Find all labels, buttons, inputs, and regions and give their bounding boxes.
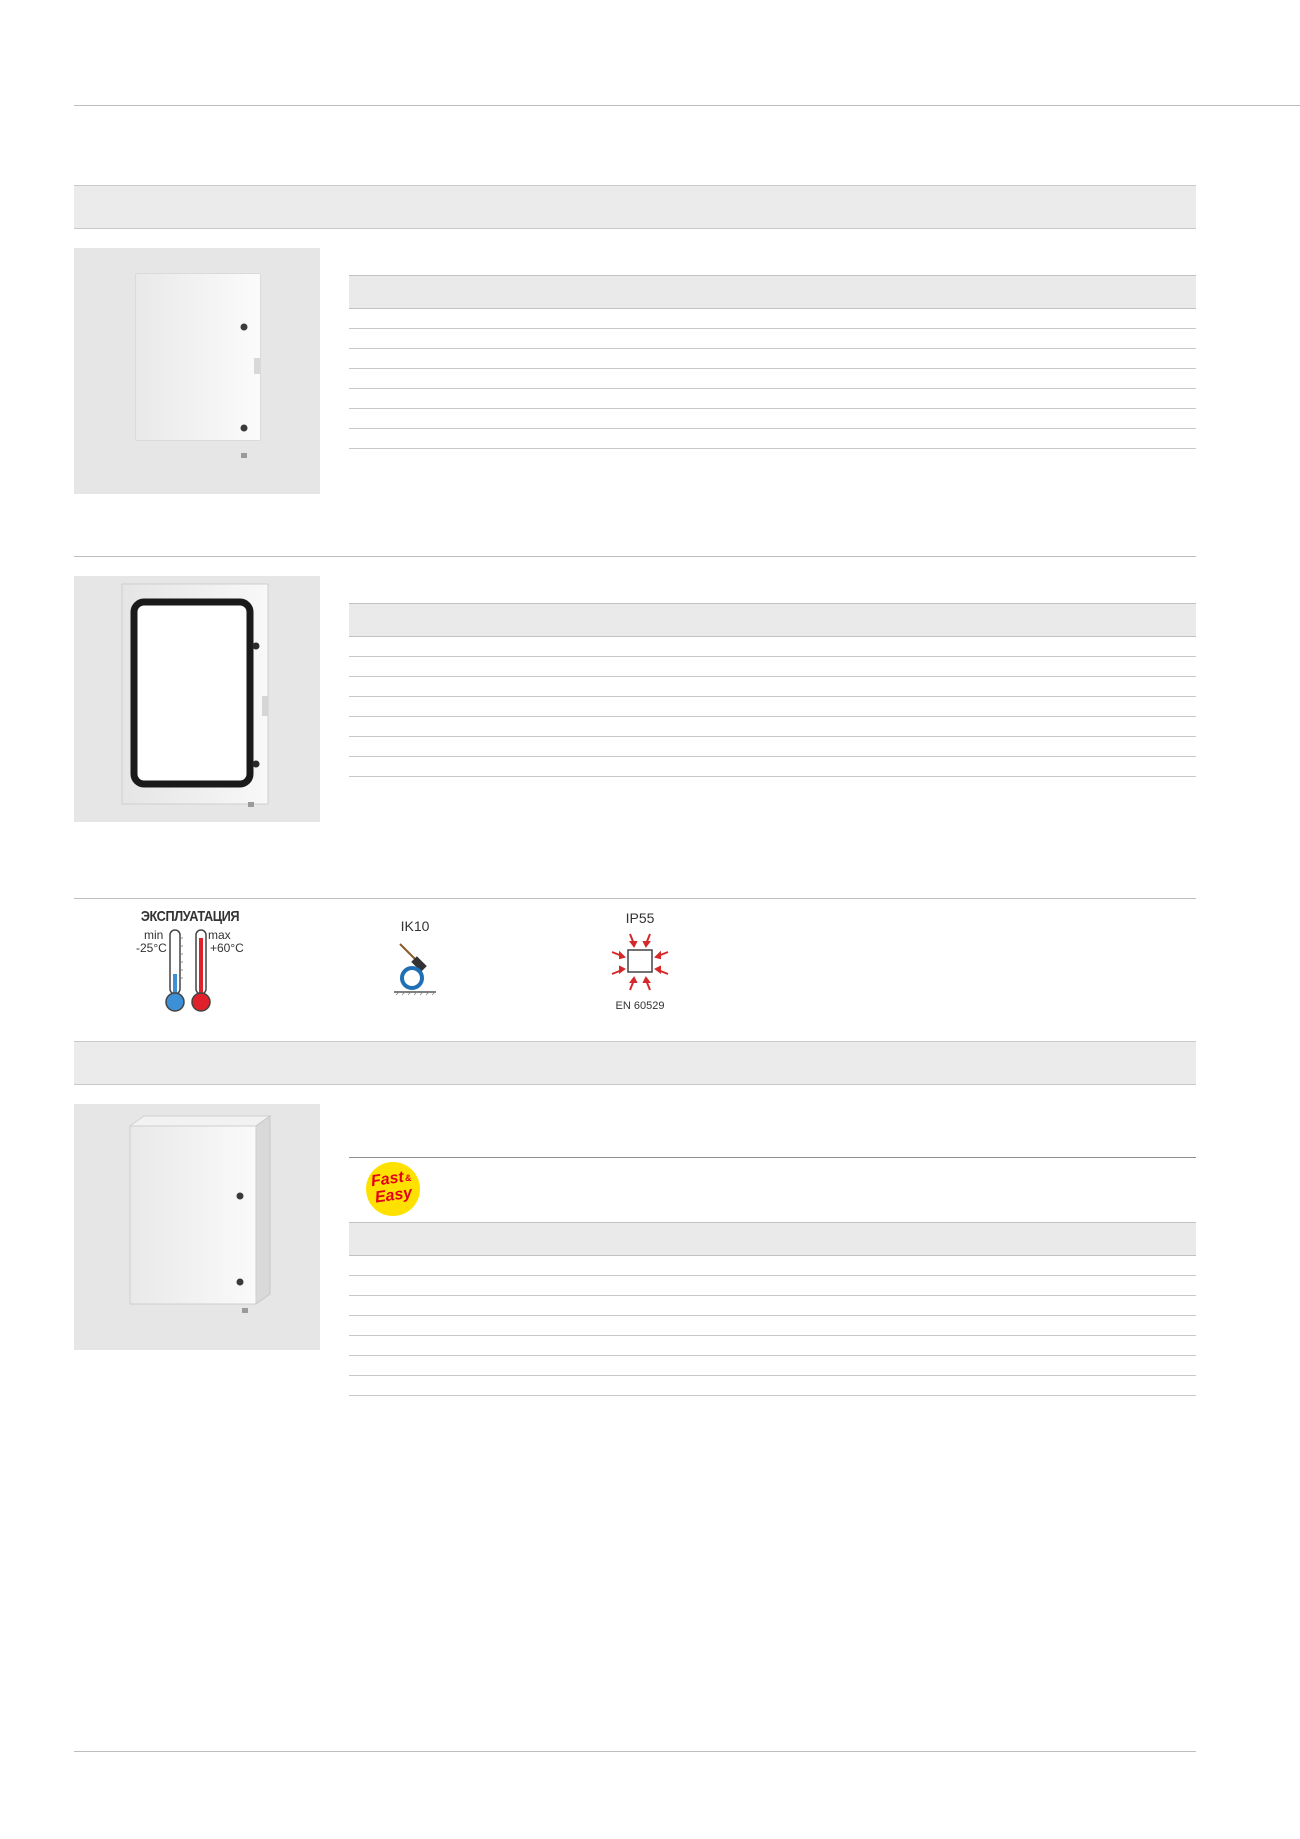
table-row xyxy=(349,1296,1196,1316)
table-row xyxy=(349,369,1196,389)
section-header-band xyxy=(74,185,1196,229)
table-row xyxy=(349,717,1196,737)
table-header xyxy=(349,275,1196,309)
table-row xyxy=(349,657,1196,677)
table-row xyxy=(349,329,1196,349)
badge-top-rule xyxy=(349,1157,1196,1158)
section-header-band xyxy=(74,1041,1196,1085)
section-divider xyxy=(74,898,1196,899)
transparent-door-image xyxy=(74,576,320,822)
table-row xyxy=(349,737,1196,757)
table-row xyxy=(349,389,1196,409)
impact-ik-icon xyxy=(390,918,450,1018)
ip-label: IP55 xyxy=(625,910,655,926)
table-row xyxy=(349,697,1196,717)
blind-door-image xyxy=(74,248,320,494)
table-row xyxy=(349,409,1196,429)
table-header xyxy=(349,1222,1196,1256)
impact-hammer-icon xyxy=(390,938,440,998)
table-row xyxy=(349,1376,1196,1396)
bottom-rule xyxy=(74,1751,1196,1752)
table-row xyxy=(349,1336,1196,1356)
enclosure-table xyxy=(349,1222,1196,1396)
section-divider xyxy=(74,556,1196,557)
table-row xyxy=(349,429,1196,449)
blind-door-table xyxy=(349,275,1196,449)
badge-line2: Easy xyxy=(373,1184,414,1207)
badge-line1: Fast xyxy=(369,1168,405,1191)
table-row xyxy=(349,309,1196,329)
max-label: max xyxy=(208,928,231,942)
table-row xyxy=(349,1356,1196,1376)
ip-standard: EN 60529 xyxy=(615,1000,665,1012)
max-value: +60°C xyxy=(210,941,244,955)
enclosure-image xyxy=(74,1104,320,1350)
thermometer-icon xyxy=(160,928,216,1018)
min-value: -25°C xyxy=(136,941,167,955)
top-rule xyxy=(74,105,1300,106)
table-row xyxy=(349,349,1196,369)
ik-label: IK10 xyxy=(400,918,430,934)
ingress-ip-icon xyxy=(602,910,678,1022)
table-row xyxy=(349,757,1196,777)
table-row xyxy=(349,1256,1196,1276)
transparent-door-table xyxy=(349,603,1196,777)
operation-temperature-icon xyxy=(130,908,250,1020)
min-label: min xyxy=(144,928,164,942)
table-header xyxy=(349,603,1196,637)
table-row xyxy=(349,1316,1196,1336)
badge-amp: & xyxy=(405,1173,412,1183)
table-row xyxy=(349,1276,1196,1296)
table-row xyxy=(349,677,1196,697)
ip-protection-icon xyxy=(608,930,672,994)
fast-easy-logo xyxy=(365,1161,421,1217)
table-row xyxy=(349,637,1196,657)
operation-title: ЭКСПЛУАТАЦИЯ xyxy=(140,908,240,925)
